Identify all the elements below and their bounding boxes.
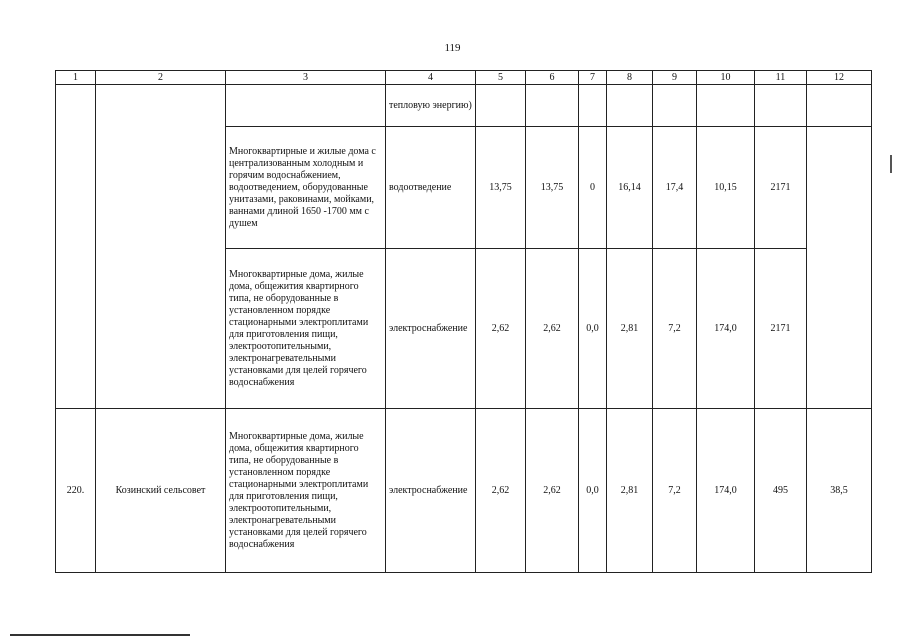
value-cell: 2171 xyxy=(755,249,807,409)
header-cell: 8 xyxy=(607,71,653,85)
value-cell: 2,81 xyxy=(607,409,653,573)
value-cell xyxy=(607,85,653,127)
housing-type-cell xyxy=(226,85,386,127)
header-cell: 10 xyxy=(697,71,755,85)
header-cell: 5 xyxy=(476,71,526,85)
value-cell: 0,0 xyxy=(579,249,607,409)
housing-type-cell: Многоквартирные дома, жилые дома, общежития квартирного типа, не оборудованные в установленном порядке стационарными электроплитами для приготовления пищи, электроотопительными, электронагревательными установками для целей горячего водоснабжения xyxy=(226,409,386,573)
value-cell: 174,0 xyxy=(697,409,755,573)
row-number-cell xyxy=(56,85,96,409)
value-cell xyxy=(697,85,755,127)
value-cell: 38,5 xyxy=(807,409,872,573)
value-cell: 7,2 xyxy=(653,249,697,409)
header-cell: 11 xyxy=(755,71,807,85)
housing-type-cell: Многоквартирные дома, жилые дома, общежития квартирного типа, не оборудованные в установленном порядке стационарными электроплитами для приготовления пищи, электроотопительными, электронагревательными установками для целей горячего водоснабжения xyxy=(226,249,386,409)
footer-rule xyxy=(10,634,190,636)
settlement-cell: Козинский сельсовет xyxy=(96,409,226,573)
value-cell xyxy=(579,85,607,127)
value-cell: 2,81 xyxy=(607,249,653,409)
scan-mark xyxy=(890,155,892,173)
value-cell xyxy=(807,85,872,127)
resource-cell: электроснабжение xyxy=(386,249,476,409)
row-number-cell: 220. xyxy=(56,409,96,573)
settlement-cell xyxy=(96,85,226,409)
value-cell: 174,0 xyxy=(697,249,755,409)
housing-type-cell: Многоквартирные и жилые дома с централизованным холодным и горячим водоснабжением, водоотведением, оборудованные унитазами, раковинами, мойками, ваннами длиной 1650 -1700 мм с душем xyxy=(226,127,386,249)
value-cell: 13,75 xyxy=(526,127,579,249)
value-cell: 16,14 xyxy=(607,127,653,249)
value-cell xyxy=(807,127,872,409)
value-cell: 495 xyxy=(755,409,807,573)
value-cell: 2,62 xyxy=(476,249,526,409)
resource-cell: электроснабжение xyxy=(386,409,476,573)
value-cell: 17,4 xyxy=(653,127,697,249)
header-cell: 3 xyxy=(226,71,386,85)
value-cell: 13,75 xyxy=(476,127,526,249)
header-cell: 2 xyxy=(96,71,226,85)
value-cell: 0,0 xyxy=(579,409,607,573)
value-cell xyxy=(526,85,579,127)
header-row xyxy=(56,71,872,85)
tariff-table xyxy=(55,70,872,573)
value-cell: 2171 xyxy=(755,127,807,249)
value-cell xyxy=(755,85,807,127)
value-cell: 2,62 xyxy=(476,409,526,573)
value-cell: 2,62 xyxy=(526,409,579,573)
header-cell: 6 xyxy=(526,71,579,85)
header-cell: 7 xyxy=(579,71,607,85)
value-cell: 2,62 xyxy=(526,249,579,409)
header-cell: 9 xyxy=(653,71,697,85)
header-cell: 1 xyxy=(56,71,96,85)
resource-cell: тепловую энергию) xyxy=(386,85,476,127)
table-row xyxy=(56,409,872,573)
header-cell: 12 xyxy=(807,71,872,85)
value-cell: 7,2 xyxy=(653,409,697,573)
table-row xyxy=(56,85,872,127)
resource-cell: водоотведение xyxy=(386,127,476,249)
value-cell: 10,15 xyxy=(697,127,755,249)
value-cell xyxy=(476,85,526,127)
header-cell: 4 xyxy=(386,71,476,85)
value-cell: 0 xyxy=(579,127,607,249)
page-number: 119 xyxy=(444,42,461,54)
value-cell xyxy=(653,85,697,127)
